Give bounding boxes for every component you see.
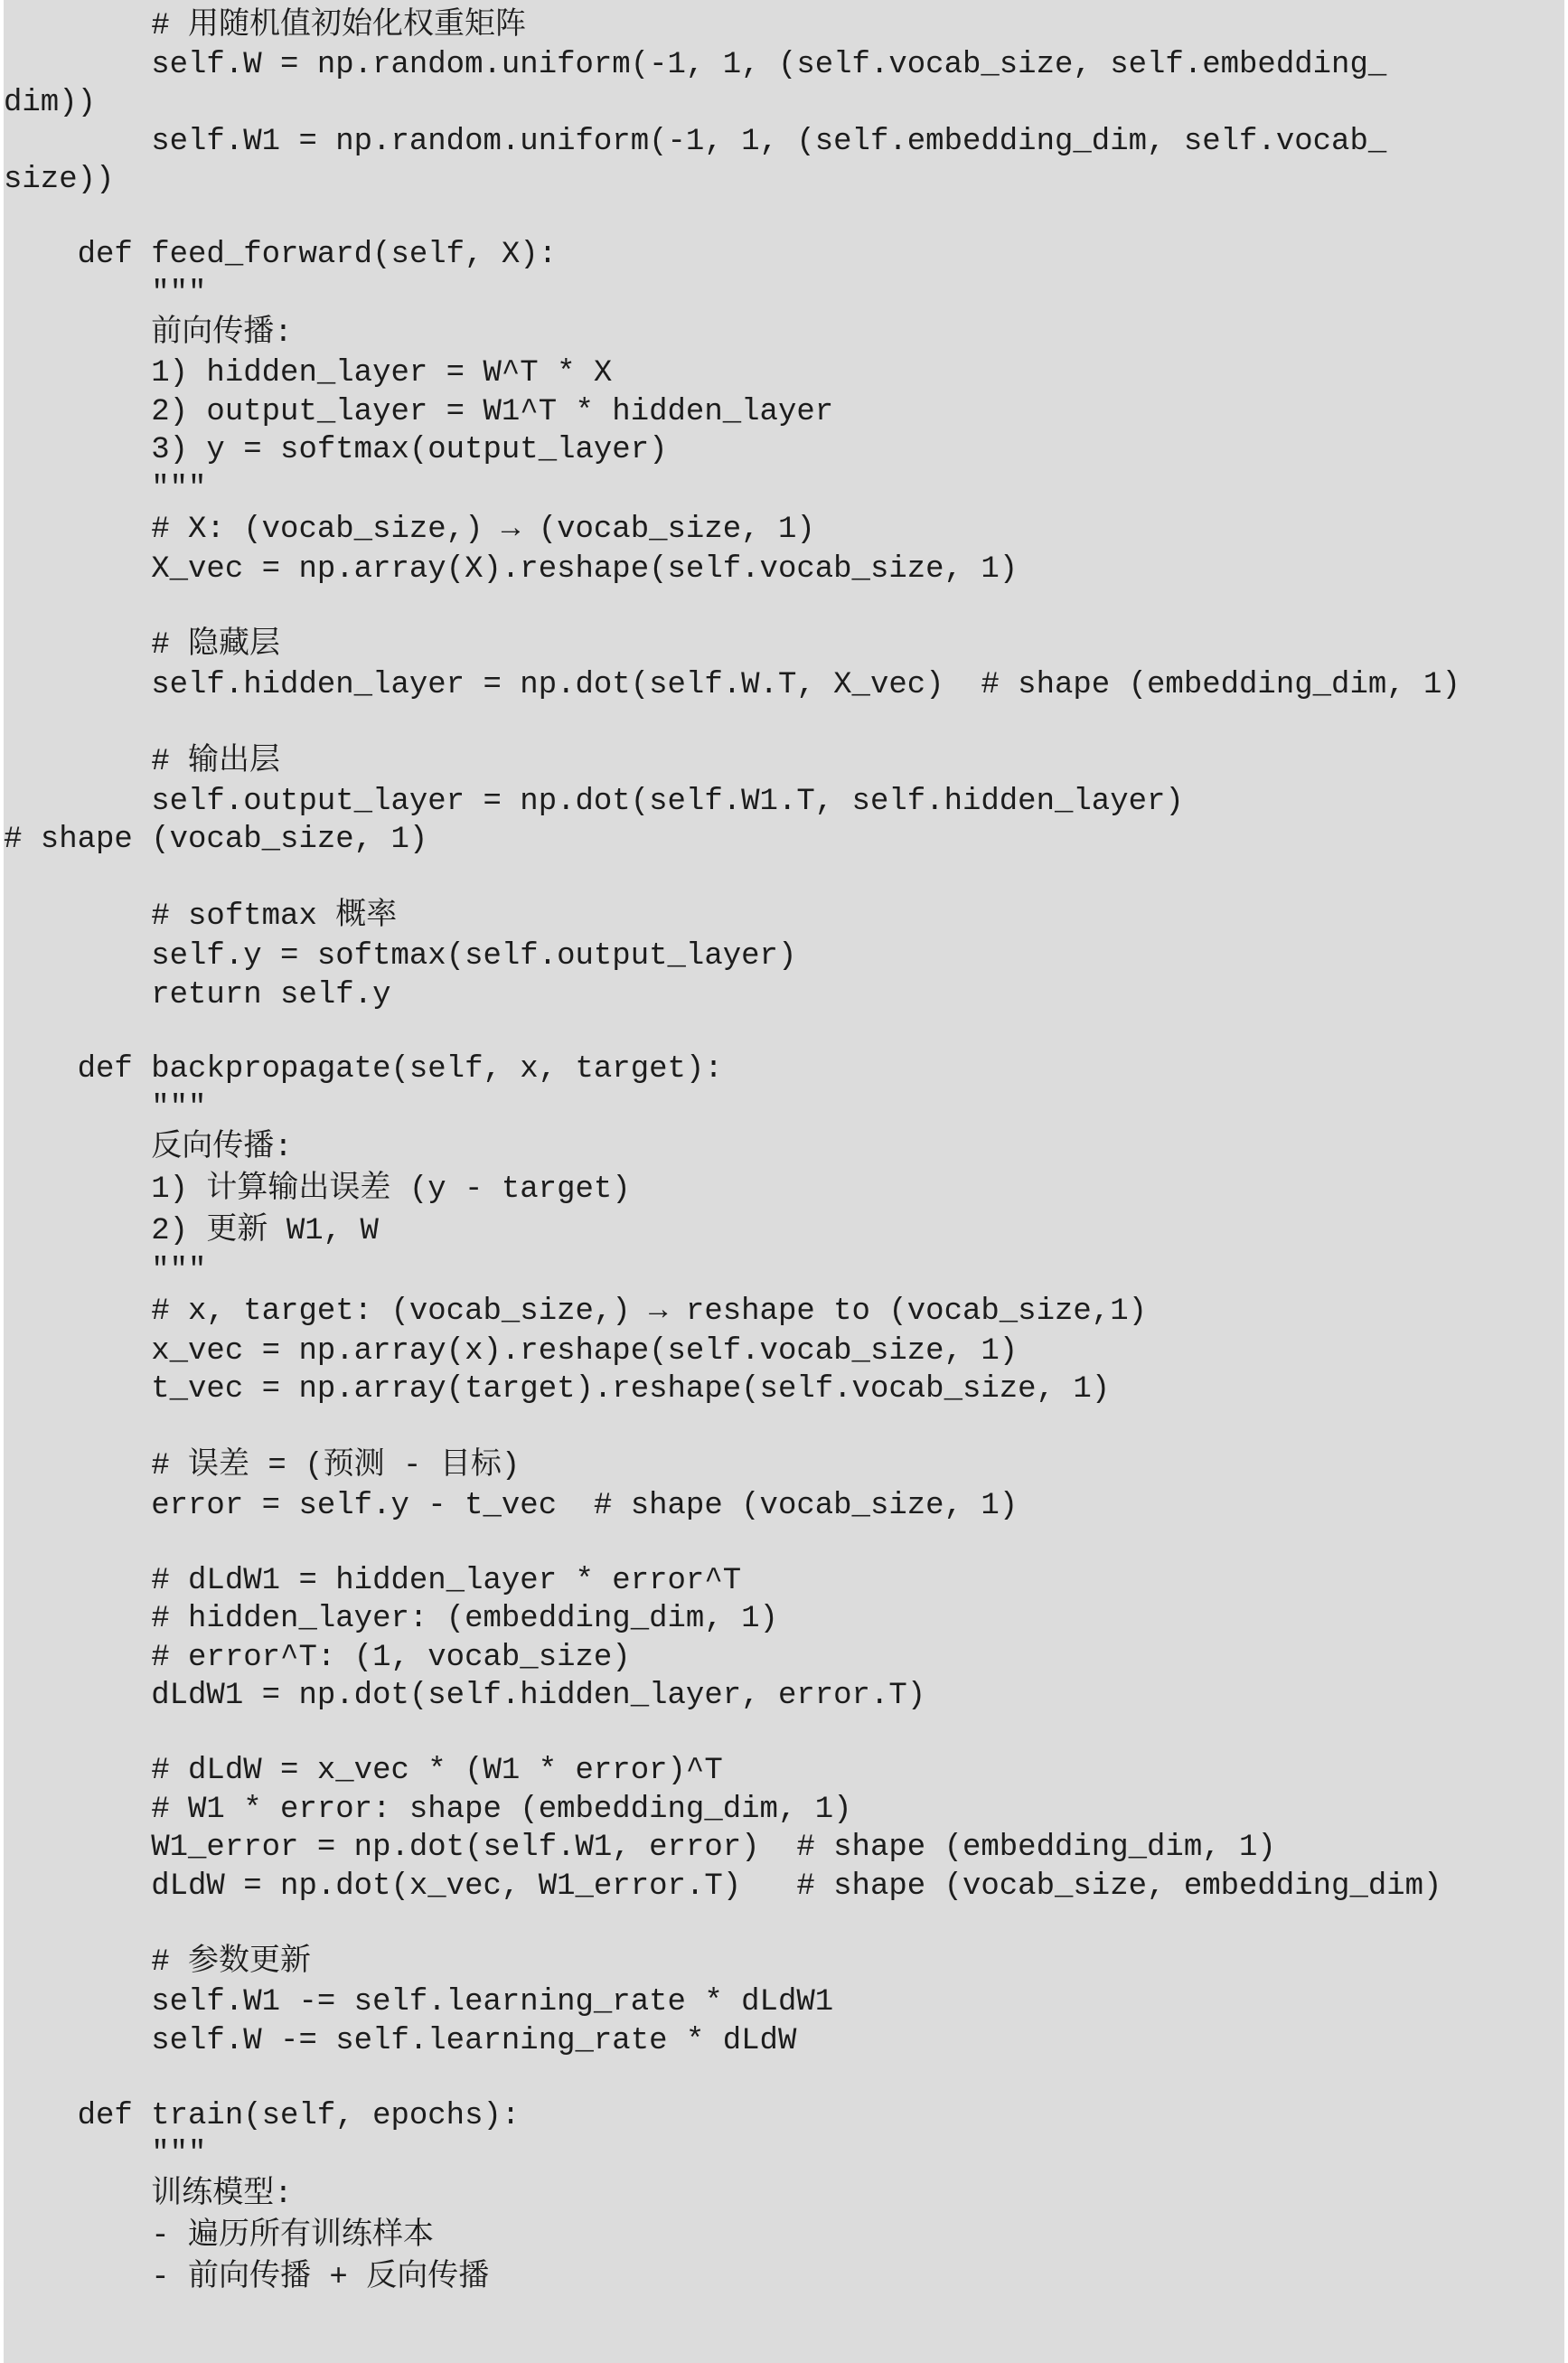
code-line: return self.y [4,977,391,1012]
code-line: 反向传播: [4,1131,293,1166]
code-line: # shape (vocab_size, 1) [4,823,428,858]
code-line: self.W = np.random.uniform(-1, 1, (self.vocab_size, self.embedding_ [4,47,1387,82]
code-line: 1) 计算输出误差 (y - target) [4,1172,631,1208]
code-line: # 用随机值初始化权重矩阵 [4,9,527,43]
code-line-blank [4,1014,1564,1050]
code-line: dim)) [4,86,97,121]
code-line: self.output_layer = np.dot(self.W1.T, self.hidden_layer) [4,784,1184,819]
code-line: 训练模型: [4,2177,293,2212]
code-line: # 输出层 [4,744,281,779]
code-line-blank [4,200,1564,236]
code-line: self.hidden_layer = np.dot(self.W.T, X_vec) # shape (embedding_dim, 1) [4,668,1460,703]
code-line: # dLdW = x_vec * (W1 * error)^T [4,1754,723,1789]
code-line: # 误差 = (预测 - 目标) [4,1449,521,1484]
code-line: dLdW1 = np.dot(self.hidden_layer, error.T) [4,1679,926,1714]
code-block [4,0,1564,2363]
code-line-blank [4,860,1564,896]
code-line: - 前向传播 + 反向传播 [4,2260,490,2295]
code-line-blank [4,1716,1564,1752]
code-line: # 参数更新 [4,1945,312,1981]
code-line: - 遍历所有训练样本 [4,2218,435,2254]
code-line-blank [4,1906,1564,1942]
code-line: # X: (vocab_size,) → (vocab_size, 1) [4,512,815,547]
code-line: X_vec = np.array(X).reshape(self.vocab_size, 1) [4,551,1019,587]
code-line: """ [4,276,207,311]
code-line-blank [4,588,1564,625]
code-line: x_vec = np.array(x).reshape(self.vocab_size, 1) [4,1333,1019,1369]
code-line-blank [4,2061,1564,2097]
code-line: # W1 * error: shape (embedding_dim, 1) [4,1792,852,1827]
code-line: """ [4,471,207,506]
code-line: dLdW = np.dot(x_vec, W1_error.T) # shape (vocab_size, embedding_dim) [4,1869,1442,1904]
code-line: # 隐藏层 [4,628,281,664]
code-line: def backpropagate(self, x, target): [4,1052,723,1087]
code-line: t_vec = np.array(target).reshape(self.vocab_size, 1) [4,1372,1111,1407]
code-line: error = self.y - t_vec # shape (vocab_size, 1) [4,1489,1019,1524]
code-line: """ [4,1090,207,1125]
code-line: size)) [4,163,115,198]
code-line-blank [4,1409,1564,1445]
code-line: 前向传播: [4,316,293,352]
code-line: # hidden_layer: (embedding_dim, 1) [4,1602,778,1637]
code-line-blank [4,1526,1564,1562]
code-line: def train(self, epochs): [4,2098,521,2133]
code-line: W1_error = np.dot(self.W1, error) # shape (embedding_dim, 1) [4,1831,1276,1866]
code-line: self.y = softmax(self.output_layer) [4,938,797,974]
code-line: def feed_forward(self, X): [4,237,558,272]
code-line: self.W -= self.learning_rate * dLdW [4,2024,797,2058]
code-line: self.W1 = np.random.uniform(-1, 1, (self.embedding_dim, self.vocab_ [4,124,1387,159]
code-line: 1) hidden_layer = W^T * X [4,356,613,391]
code-line: # dLdW1 = hidden_layer * error^T [4,1563,742,1598]
code-line: 3) y = softmax(output_layer) [4,433,668,468]
code-line: # x, target: (vocab_size,) → reshape to (vocab_size,1) [4,1294,1148,1329]
code-line: """ [4,2137,207,2172]
code-line: 2) output_layer = W1^T * hidden_layer [4,394,834,429]
code-line: # error^T: (1, vocab_size) [4,1640,631,1675]
code-line-blank [4,705,1564,741]
code-line: """ [4,1254,207,1289]
code-line: 2) 更新 W1, W [4,1214,379,1249]
code-line: # softmax 概率 [4,899,398,934]
code-line: self.W1 -= self.learning_rate * dLdW1 [4,1985,834,2020]
